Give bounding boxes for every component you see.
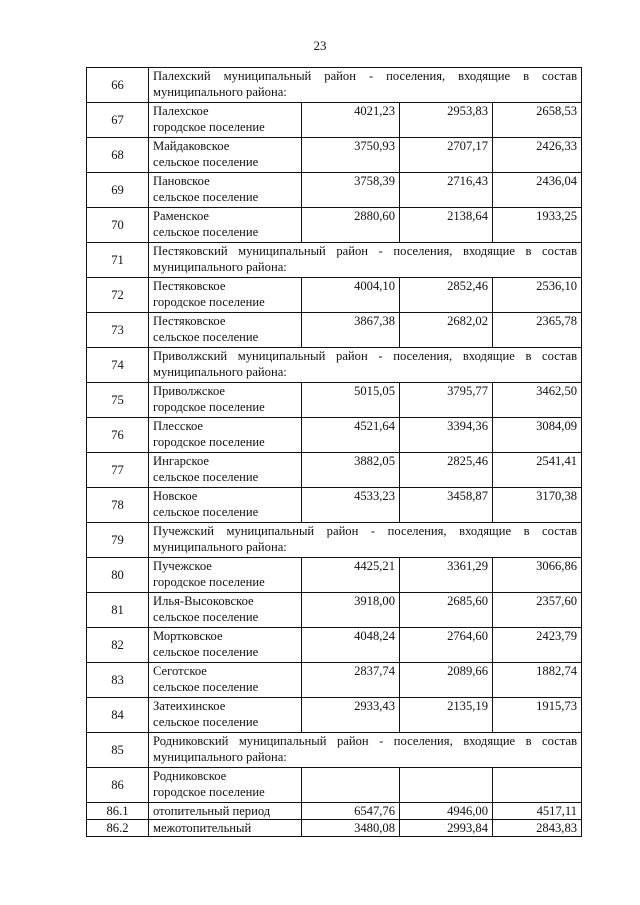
settlement-kind: сельское поселение — [153, 330, 259, 344]
table-row — [87, 593, 582, 628]
value-cell-3: 2423,79 — [493, 628, 582, 663]
settlement-name-cell — [149, 313, 302, 348]
value-cell-1: 4004,10 — [302, 278, 400, 313]
value-cell-1: 3918,00 — [302, 593, 400, 628]
row-number: 76 — [87, 418, 149, 453]
settlement-kind: городское поселение — [153, 400, 265, 414]
value-cell-3 — [493, 768, 582, 803]
settlement-name: Пестяковское — [153, 314, 226, 328]
settlement-name: Затеихинское — [153, 699, 226, 713]
settlement-name: Приволжское — [153, 384, 225, 398]
district-heading: Пестяковский муниципальный район - поселения, входящие в состав муниципального района: — [149, 243, 582, 278]
settlement-name-cell — [149, 138, 302, 173]
value-cell-1: 3867,38 — [302, 313, 400, 348]
row-number: 83 — [87, 663, 149, 698]
value-cell-3: 2843,83 — [493, 820, 582, 837]
settlement-kind: городское поселение — [153, 785, 265, 799]
value-cell-3: 3170,38 — [493, 488, 582, 523]
value-cell-3: 2426,33 — [493, 138, 582, 173]
row-number: 86.2 — [87, 820, 149, 837]
value-cell-1: 3480,08 — [302, 820, 400, 837]
row-number: 75 — [87, 383, 149, 418]
row-number: 81 — [87, 593, 149, 628]
table-row — [87, 68, 582, 103]
settlement-name-cell — [149, 383, 302, 418]
settlement-kind: сельское поселение — [153, 645, 259, 659]
settlement-name-cell — [149, 418, 302, 453]
row-number: 74 — [87, 348, 149, 383]
row-number: 84 — [87, 698, 149, 733]
table-row — [87, 348, 582, 383]
settlement-name: Новское — [153, 489, 198, 503]
value-cell-3: 4517,11 — [493, 803, 582, 820]
value-cell-3: 1915,73 — [493, 698, 582, 733]
value-cell-2: 3361,29 — [400, 558, 493, 593]
table-row — [87, 418, 582, 453]
value-cell-2: 4946,00 — [400, 803, 493, 820]
settlement-name-cell — [149, 208, 302, 243]
settlement-kind: сельское поселение — [153, 225, 259, 239]
district-heading: Родниковский муниципальный район - поселения, входящие в состав муниципального района: — [149, 733, 582, 768]
value-cell-1: 4021,23 — [302, 103, 400, 138]
tariff-table — [86, 67, 582, 837]
row-number: 79 — [87, 523, 149, 558]
value-cell-2: 2707,17 — [400, 138, 493, 173]
settlement-kind: сельское поселение — [153, 715, 259, 729]
value-cell-1: 3882,05 — [302, 453, 400, 488]
district-heading: Палехский муниципальный район - поселения, входящие в состав муниципального района: — [149, 68, 582, 103]
table-row — [87, 820, 582, 837]
settlement-name: Майдаковское — [153, 139, 230, 153]
settlement-name: Раменское — [153, 209, 210, 223]
table-row — [87, 103, 582, 138]
row-number: 72 — [87, 278, 149, 313]
value-cell-3: 1882,74 — [493, 663, 582, 698]
row-number: 66 — [87, 68, 149, 103]
table-row — [87, 628, 582, 663]
row-number: 73 — [87, 313, 149, 348]
settlement-kind: сельское поселение — [153, 610, 259, 624]
settlement-name-cell — [149, 768, 302, 803]
value-cell-1: 4533,23 — [302, 488, 400, 523]
value-cell-2: 2993,84 — [400, 820, 493, 837]
value-cell-3: 2536,10 — [493, 278, 582, 313]
period-name: отопительный период — [149, 803, 302, 820]
period-name: межотопительный — [149, 820, 302, 837]
settlement-name-cell — [149, 663, 302, 698]
settlement-name: Палехское — [153, 104, 209, 118]
settlement-name-cell — [149, 698, 302, 733]
district-heading: Приволжский муниципальный район - поселения, входящие в состав муниципального района: — [149, 348, 582, 383]
row-number: 67 — [87, 103, 149, 138]
table-row — [87, 278, 582, 313]
table-row — [87, 558, 582, 593]
settlement-name: Мортковское — [153, 629, 223, 643]
settlement-kind: сельское поселение — [153, 155, 259, 169]
value-cell-3: 2365,78 — [493, 313, 582, 348]
table-row — [87, 453, 582, 488]
settlement-name: Илья-Высоковское — [153, 594, 254, 608]
value-cell-1: 2880,60 — [302, 208, 400, 243]
value-cell-3: 3066,86 — [493, 558, 582, 593]
table-row — [87, 803, 582, 820]
settlement-name-cell — [149, 173, 302, 208]
table-row — [87, 173, 582, 208]
settlement-name-cell — [149, 488, 302, 523]
value-cell-3: 2658,53 — [493, 103, 582, 138]
value-cell-2 — [400, 768, 493, 803]
row-number: 80 — [87, 558, 149, 593]
value-cell-2: 2953,83 — [400, 103, 493, 138]
value-cell-2: 3394,36 — [400, 418, 493, 453]
district-heading: Пучежский муниципальный район - поселения, входящие в состав муниципального района: — [149, 523, 582, 558]
value-cell-2: 2135,19 — [400, 698, 493, 733]
value-cell-1: 5015,05 — [302, 383, 400, 418]
settlement-name-cell — [149, 103, 302, 138]
row-number: 70 — [87, 208, 149, 243]
settlement-kind: городское поселение — [153, 295, 265, 309]
settlement-kind: сельское поселение — [153, 470, 259, 484]
value-cell-3: 2357,60 — [493, 593, 582, 628]
value-cell-1: 4425,21 — [302, 558, 400, 593]
value-cell-2: 3458,87 — [400, 488, 493, 523]
settlement-name: Ингарское — [153, 454, 209, 468]
row-number: 71 — [87, 243, 149, 278]
settlement-kind: сельское поселение — [153, 505, 259, 519]
settlement-name: Сеготское — [153, 664, 207, 678]
value-cell-1: 3750,93 — [302, 138, 400, 173]
value-cell-3: 3462,50 — [493, 383, 582, 418]
table-row — [87, 313, 582, 348]
settlement-name-cell — [149, 453, 302, 488]
settlement-kind: городское поселение — [153, 435, 265, 449]
table-row — [87, 523, 582, 558]
row-number: 78 — [87, 488, 149, 523]
settlement-name-cell — [149, 593, 302, 628]
value-cell-3: 2541,41 — [493, 453, 582, 488]
settlement-kind: городское поселение — [153, 120, 265, 134]
settlement-name-cell — [149, 628, 302, 663]
value-cell-2: 2138,64 — [400, 208, 493, 243]
settlement-kind: сельское поселение — [153, 680, 259, 694]
value-cell-2: 2825,46 — [400, 453, 493, 488]
value-cell-2: 2685,60 — [400, 593, 493, 628]
settlement-name: Пестяковское — [153, 279, 226, 293]
page-number: 23 — [313, 38, 327, 53]
value-cell-1: 4521,64 — [302, 418, 400, 453]
row-number: 69 — [87, 173, 149, 208]
settlement-name: Родниковское — [153, 769, 227, 783]
table-row — [87, 138, 582, 173]
table-row — [87, 768, 582, 803]
value-cell-1: 3758,39 — [302, 173, 400, 208]
settlement-kind: сельское поселение — [153, 190, 259, 204]
settlement-name-cell — [149, 278, 302, 313]
settlement-name: Плесское — [153, 419, 203, 433]
table-row — [87, 383, 582, 418]
row-number: 85 — [87, 733, 149, 768]
table-row — [87, 243, 582, 278]
settlement-kind: городское поселение — [153, 575, 265, 589]
value-cell-3: 3084,09 — [493, 418, 582, 453]
value-cell-2: 2852,46 — [400, 278, 493, 313]
value-cell-1: 2837,74 — [302, 663, 400, 698]
value-cell-2: 2764,60 — [400, 628, 493, 663]
table-row — [87, 488, 582, 523]
value-cell-3: 1933,25 — [493, 208, 582, 243]
settlement-name: Пучежское — [153, 559, 212, 573]
row-number: 86 — [87, 768, 149, 803]
row-number: 82 — [87, 628, 149, 663]
value-cell-2: 3795,77 — [400, 383, 493, 418]
value-cell-3: 2436,04 — [493, 173, 582, 208]
row-number: 68 — [87, 138, 149, 173]
value-cell-2: 2716,43 — [400, 173, 493, 208]
settlement-name-cell — [149, 558, 302, 593]
table-row — [87, 208, 582, 243]
settlement-name: Пановское — [153, 174, 210, 188]
value-cell-1: 6547,76 — [302, 803, 400, 820]
row-number: 86.1 — [87, 803, 149, 820]
row-number: 77 — [87, 453, 149, 488]
table-row — [87, 733, 582, 768]
value-cell-2: 2089,66 — [400, 663, 493, 698]
value-cell-1: 2933,43 — [302, 698, 400, 733]
table-row — [87, 663, 582, 698]
value-cell-2: 2682,02 — [400, 313, 493, 348]
value-cell-1: 4048,24 — [302, 628, 400, 663]
value-cell-1 — [302, 768, 400, 803]
table-row — [87, 698, 582, 733]
